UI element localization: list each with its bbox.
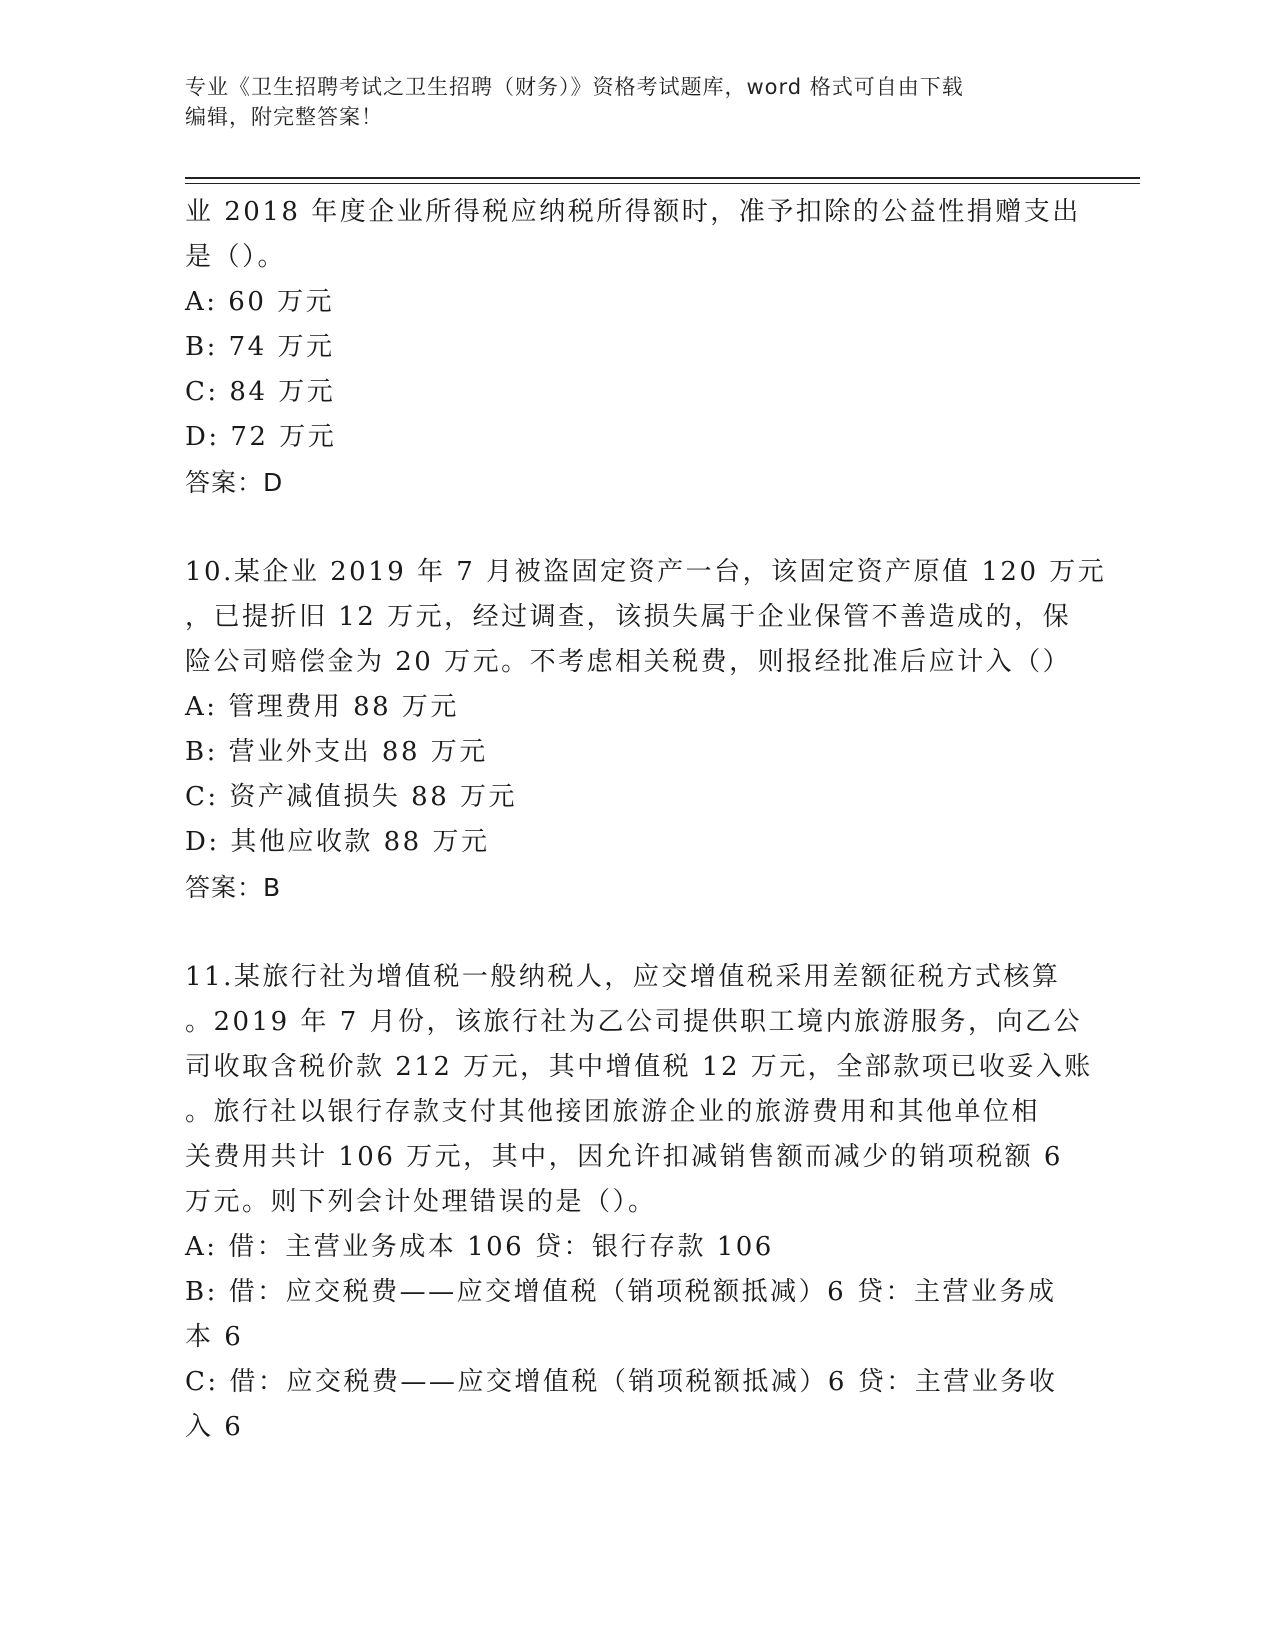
- question-content: [185, 190, 1107, 1450]
- question-text-line: 11.某旅行社为增值税一般纳税人，应交增值税采用差额征税方式核算: [185, 962, 1061, 992]
- question-11: [185, 955, 1093, 1450]
- option-a: A: 借：主营业务成本 106 贷：银行存款 106: [185, 1232, 774, 1262]
- answer-line: 答案：B: [185, 873, 282, 902]
- option-d: D: 72 万元: [185, 422, 337, 452]
- question-text-line: 司收取含税价款 212 万元，其中增值税 12 万元，全部款项已收妥入账: [185, 1052, 1093, 1082]
- header-line-1: 专业《卫生招聘考试之卫生招聘（财务）》资格考试题库，word 格式可自由下载: [185, 75, 964, 99]
- question-text-line: 是（）。: [185, 242, 287, 272]
- question-text-line: 10.某企业 2019 年 7 月被盗固定资产一台，该固定资产原值 120 万元: [185, 557, 1107, 587]
- question-text-line: 。2019 年 7 月份，该旅行社为乙公司提供职工境内旅游服务，向乙公: [185, 1007, 1083, 1037]
- header-line-2: 编辑，附完整答案！: [185, 105, 383, 129]
- option-a: A: 管理费用 88 万元: [185, 692, 459, 722]
- option-c-continued: 入 6: [185, 1412, 244, 1442]
- document-header: [185, 72, 1085, 132]
- option-c: C: 84 万元: [185, 377, 336, 407]
- question-text-line: 万元。则下列会计处理错误的是（）。: [185, 1187, 657, 1217]
- spacer: [185, 910, 1065, 955]
- question-text-line: ，已提折旧 12 万元，经过调查，该损失属于企业保管不善造成的，保: [185, 602, 1072, 632]
- answer-line: 答案：D: [185, 468, 284, 497]
- option-a: A: 60 万元: [185, 287, 335, 317]
- question-text-line: 险公司赔偿金为 20 万元。不考虑相关税费，则报经批准后应计入（）: [185, 647, 1072, 677]
- question-10: [185, 550, 1107, 910]
- option-c: C: 资产减值损失 88 万元: [185, 782, 518, 812]
- question-text-line: 业 2018 年度企业所得税应纳税所得额时，准予扣除的公益性捐赠支出: [185, 197, 1081, 227]
- header-divider-thin: [185, 183, 1140, 184]
- option-d: D: 其他应收款 88 万元: [185, 827, 490, 857]
- option-b: B: 营业外支出 88 万元: [185, 737, 488, 767]
- option-b-continued: 本 6: [185, 1322, 244, 1352]
- question-text-line: 关费用共计 106 万元，其中，因允许扣减销售额而减少的销项税额 6: [185, 1142, 1063, 1172]
- question-9: [185, 190, 1081, 505]
- option-c: C: 借：应交税费——应交增值税（销项税额抵减）6 贷：主营业务收: [185, 1367, 1058, 1397]
- option-b: B: 74 万元: [185, 332, 335, 362]
- header-divider-thick: [185, 177, 1140, 179]
- question-text-line: 。旅行社以银行存款支付其他接团旅游企业的旅游费用和其他单位相: [185, 1097, 1041, 1127]
- spacer: [185, 505, 1065, 550]
- option-b: B: 借：应交税费——应交增值税（销项税额抵减）6 贷：主营业务成: [185, 1277, 1057, 1307]
